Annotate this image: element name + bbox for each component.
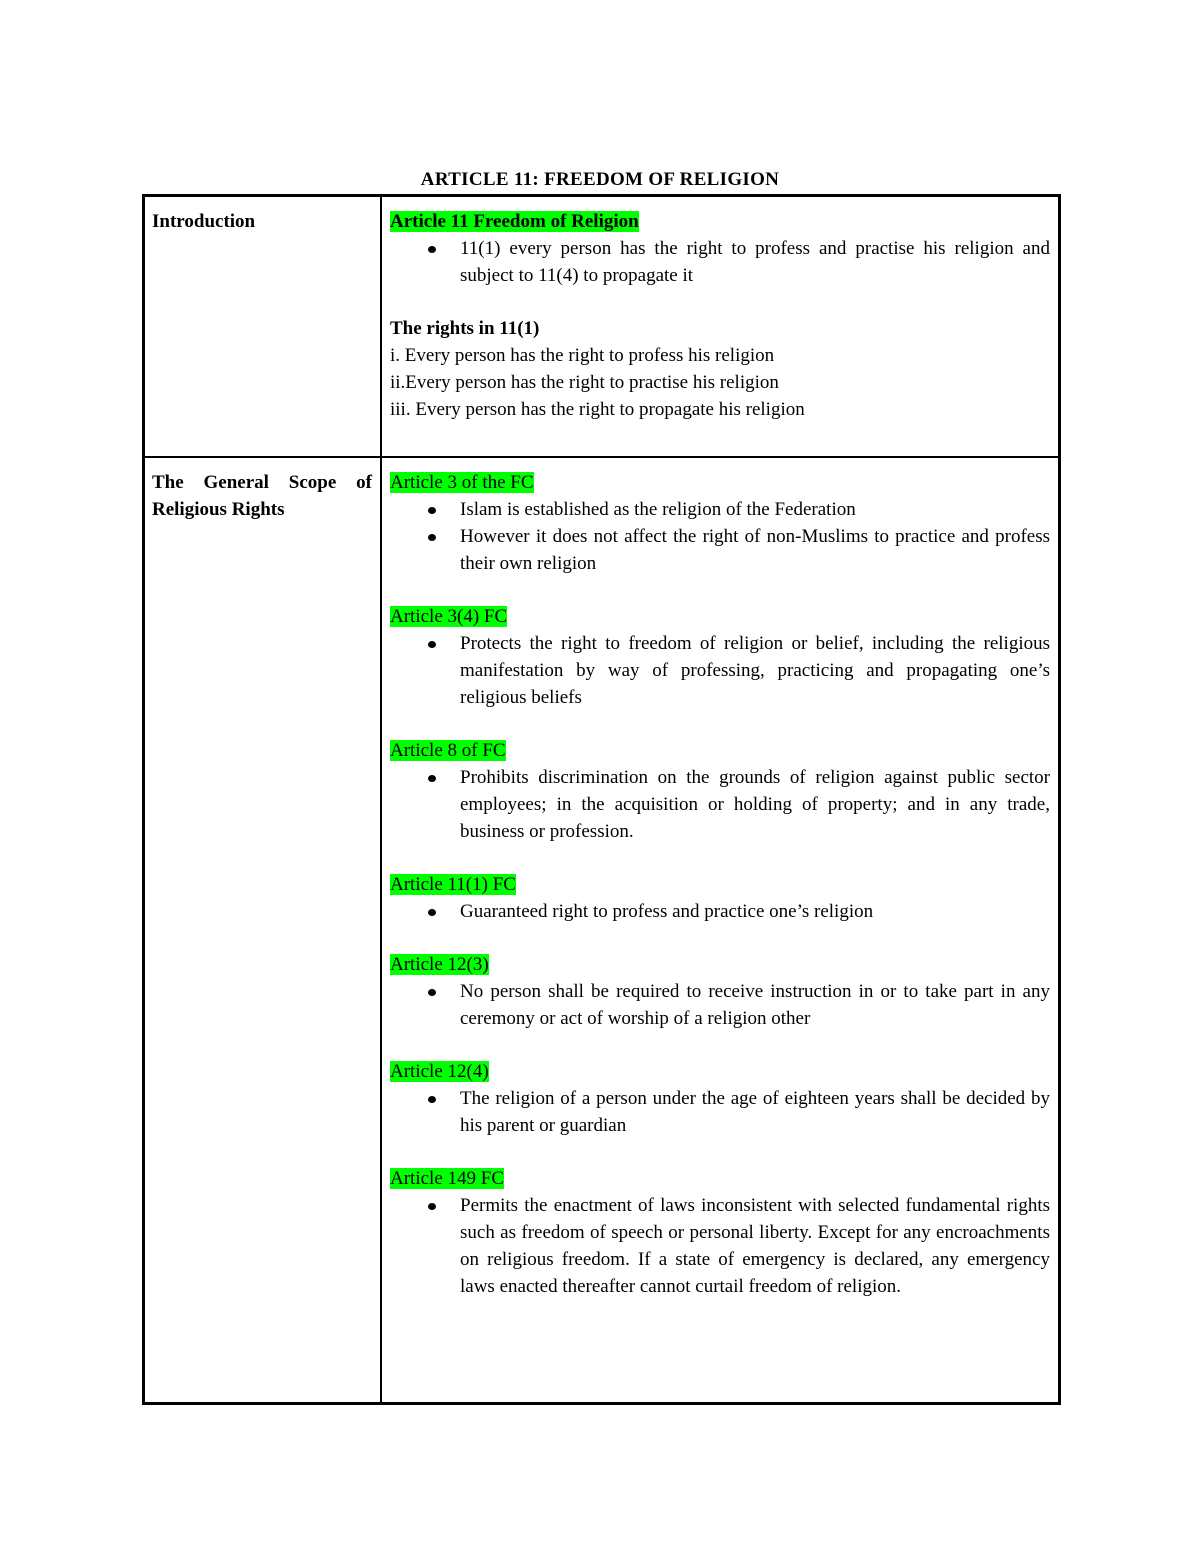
bullet-list xyxy=(390,898,1050,925)
bullet-text: Guaranteed right to profess and practice one’s religion xyxy=(460,901,874,922)
bullet-icon xyxy=(428,909,436,916)
scope-section xyxy=(390,871,1050,925)
bullet-list xyxy=(390,630,1050,711)
list-item xyxy=(390,1192,1050,1300)
document-title: ARTICLE 11: FREEDOM OF RELIGION xyxy=(420,169,780,190)
section-heading: Article 11(1) FC xyxy=(390,874,516,895)
bullet-text: Protects the right to freedom of religion or belief, including the religious manifestation by way of professing, practicing and propagating one’s religious beliefs xyxy=(460,633,1050,708)
scope-section xyxy=(390,951,1050,1032)
list-item xyxy=(390,235,1050,289)
row-label-general-scope xyxy=(152,469,372,523)
bullet-icon xyxy=(428,1203,436,1210)
bullet-list xyxy=(390,496,1050,577)
table-row-general-scope xyxy=(145,458,1058,1402)
bullet-icon xyxy=(428,246,436,253)
general-scope-content xyxy=(390,469,1050,1326)
bullet-text: Prohibits discrimination on the grounds of religion against public sector employees; in the acquisition or holding of property; and in any trade, business or profession. xyxy=(460,767,1050,842)
bullet-icon xyxy=(428,1096,436,1103)
list-item xyxy=(390,630,1050,711)
bullet-list xyxy=(390,1192,1050,1300)
row-label-introduction: Introduction xyxy=(152,211,256,232)
row-label-line: The General Scope of xyxy=(152,472,372,493)
rights-subheading: The rights in 11(1) xyxy=(390,318,540,339)
scope-section xyxy=(390,603,1050,711)
section-heading: Article 149 FC xyxy=(390,1168,504,1189)
list-item xyxy=(390,898,1050,925)
table-row-introduction xyxy=(145,197,1058,458)
scope-section xyxy=(390,737,1050,845)
scope-section xyxy=(390,469,1050,577)
section-heading: Article 12(3) xyxy=(390,954,489,975)
rights-item: i. Every person has the right to profess his religion xyxy=(390,345,775,366)
list-item xyxy=(390,496,1050,523)
bullet-text: Permits the enactment of laws inconsistent with selected fundamental rights such as freedom of speech or personal liberty. Except for any encroachments on religious freedom. If a state of emergency is declared, any emergency laws enacted thereafter cannot curtail freedom of religion. xyxy=(460,1195,1050,1297)
rights-item: ii.Every person has the right to practise his religion xyxy=(390,372,779,393)
bullet-list xyxy=(390,235,1050,289)
list-item xyxy=(390,1085,1050,1139)
list-item xyxy=(390,523,1050,577)
bullet-icon xyxy=(428,507,436,514)
list-item xyxy=(390,978,1050,1032)
section-heading: Article 12(4) xyxy=(390,1061,489,1082)
bullet-icon xyxy=(428,775,436,782)
section-heading: Article 8 of FC xyxy=(390,740,506,761)
highlighted-heading: Article 11 Freedom of Religion xyxy=(390,211,639,232)
list-item xyxy=(390,764,1050,845)
bullet-list xyxy=(390,978,1050,1032)
bullet-icon xyxy=(428,641,436,648)
introduction-content xyxy=(390,208,1050,423)
bullet-text: However it does not affect the right of non-Muslims to practice and profess their own religion xyxy=(460,526,1050,574)
bullet-icon xyxy=(428,989,436,996)
content-table xyxy=(142,194,1061,1405)
bullet-icon xyxy=(428,534,436,541)
bullet-text: The religion of a person under the age of eighteen years shall be decided by his parent or guardian xyxy=(460,1088,1050,1136)
bullet-text: No person shall be required to receive instruction in or to take part in any ceremony or act of worship of a religion other xyxy=(460,981,1050,1029)
bullet-text: 11(1) every person has the right to profess and practise his religion and subject to 11(4) to propagate it xyxy=(460,238,1050,286)
rights-item: iii. Every person has the right to propagate his religion xyxy=(390,399,805,420)
scope-section xyxy=(390,1165,1050,1300)
scope-section xyxy=(390,1058,1050,1139)
bullet-list xyxy=(390,764,1050,845)
section-heading: Article 3(4) FC xyxy=(390,606,508,627)
section-heading: Article 3 of the FC xyxy=(390,472,534,493)
bullet-text: Islam is established as the religion of the Federation xyxy=(460,499,856,520)
bullet-list xyxy=(390,1085,1050,1139)
row-label-line: Religious Rights xyxy=(152,499,285,520)
